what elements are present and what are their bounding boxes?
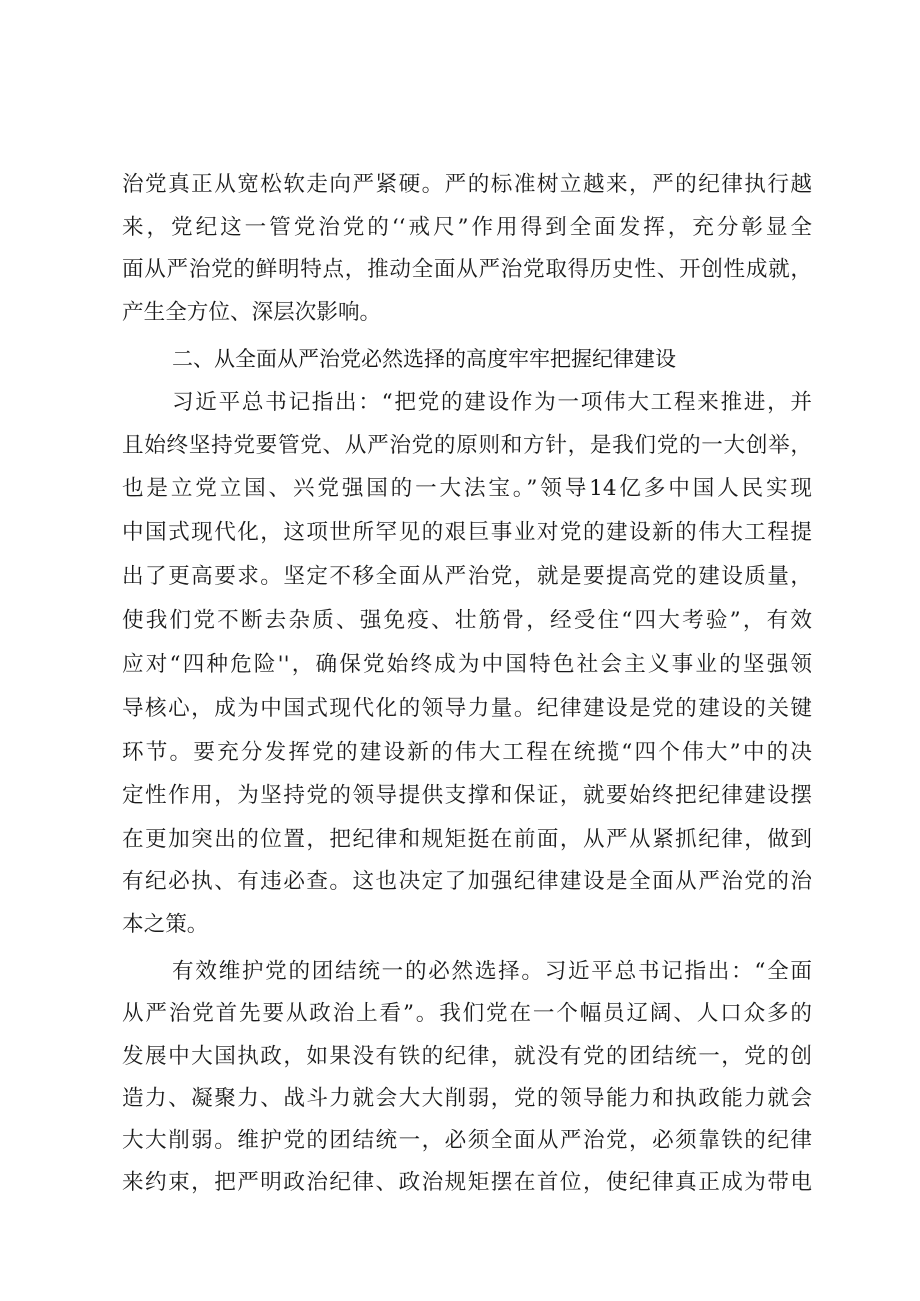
paragraph-2-line-10: 定性作用，为坚持党的领导提供支撑和保证，就要始终把纪律建设摆 bbox=[122, 783, 812, 808]
paragraph-1-line-4: 产生全方位、深层次影响。 bbox=[122, 300, 382, 325]
paragraph-3-line-6: 来约束，把严明政治纪律、政治规矩摆在首位，使纪律真正成为带电 bbox=[122, 1170, 812, 1195]
paragraph-2-line-8: 导核心，成为中国式现代化的领导力量。纪律建设是党的建设的关键 bbox=[122, 696, 812, 721]
paragraph-3-line-5: 大大削弱。维护党的团结统一，必须全面从严治党，必须靠铁的纪律 bbox=[122, 1128, 812, 1153]
paragraph-2-line-11: 在更加突出的位置，把纪律和规矩挺在前面，从严从紧抓纪律，做到 bbox=[122, 827, 812, 852]
paragraph-2-line-6: 使我们党不断去杂质、强免疫、壮筋骨，经受住“四大考验”，有效 bbox=[122, 608, 812, 633]
paragraph-2-line-1: 习近平总书记指出：“把党的建设作为一项伟大工程来推进，并 bbox=[172, 390, 812, 415]
section-heading: 二、从全面从严治党必然选择的高度牢牢把握纪律建设 bbox=[172, 347, 676, 371]
paragraph-1-line-1: 治党真正从宽松软走向严紧硬。严的标准树立越来，严的纪律执行越 bbox=[122, 172, 812, 197]
paragraph-3-line-1: 有效维护党的团结统一的必然选择。习近平总书记指出：“全面 bbox=[172, 959, 812, 984]
paragraph-2-line-5: 出了更高要求。坚定不移全面从严治党，就是要提高党的建设质量， bbox=[122, 564, 812, 589]
paragraph-2-line-3: 也是立党立国、兴党强国的一大法宝。”领导14亿多中国人民实现 bbox=[122, 476, 812, 501]
paragraph-2-line-12: 有纪必执、有违必查。这也决定了加强纪律建设是全面从严治党的治 bbox=[122, 869, 812, 894]
paragraph-1-line-2: 来，党纪这一管党治党的‘‘戒尺”作用得到全面发挥，充分彰显全 bbox=[122, 215, 812, 240]
paragraph-1-line-3: 面从严治党的鲜明特点，推动全面从严治党取得历史性、开创性成就， bbox=[122, 257, 812, 282]
paragraph-2-line-4: 中国式现代化，这项世所罕见的艰巨事业对党的建设新的伟大工程提 bbox=[122, 520, 812, 545]
paragraph-2-line-13: 本之策。 bbox=[122, 912, 209, 937]
paragraph-2-line-9: 环节。要充分发挥党的建设新的伟大工程在统揽“四个伟大”中的决 bbox=[122, 740, 812, 765]
paragraph-3-line-3: 发展中大国执政，如果没有铁的纪律，就没有党的团结统一，党的创 bbox=[122, 1044, 812, 1069]
paragraph-2-line-2: 且始终坚持党要管党、从严治党的原则和方针，是我们党的一大创举， bbox=[122, 433, 812, 458]
paragraph-3-line-4: 造力、凝聚力、战斗力就会大大削弱，党的领导能力和执政能力就会 bbox=[122, 1086, 812, 1111]
paragraph-3-line-2: 从严治党首先要从政治上看”。我们党在一个幅员辽阔、人口众多的 bbox=[122, 1001, 812, 1026]
paragraph-2-line-7: 应对“四种危险''，确保党始终成为中国特色社会主义事业的坚强领 bbox=[122, 652, 812, 677]
